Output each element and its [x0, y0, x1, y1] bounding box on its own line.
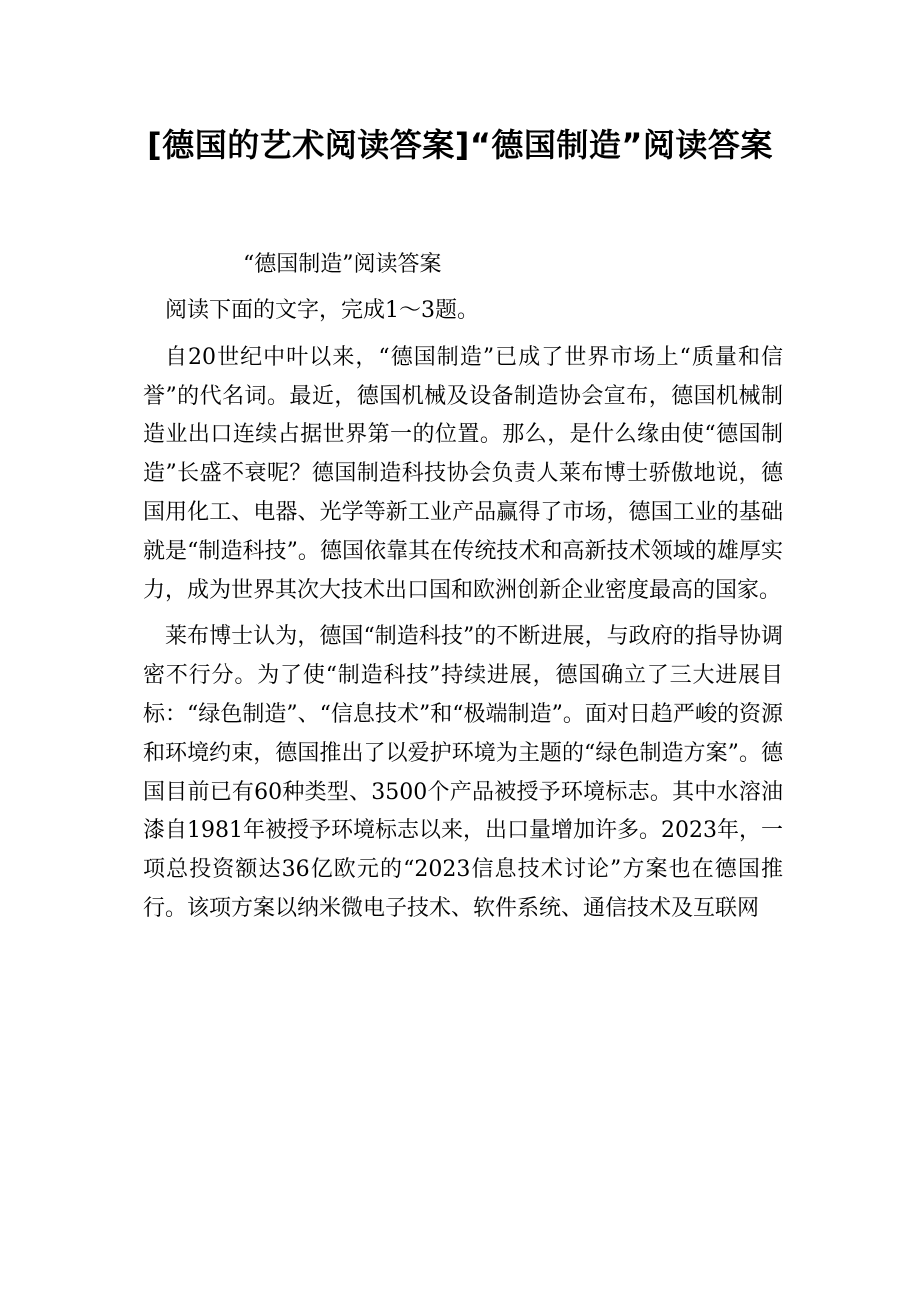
document-title: [德国的艺术阅读答案]“德国制造”阅读答案 — [147, 126, 773, 164]
document-subtitle: “德国制造”阅读答案 — [243, 252, 442, 277]
paragraph-2: 莱布博士认为，德国“制造科技”的不断进展，与政府的指导协调密不行分。为了使“制造科技”持续进展，德国确立了三大进展目标：“绿色制造”、“信息技术”和“极端制造”。面对日趋严峻的资源和环境约束，德国推出了以爱护环境为主题的“绿色制造方案”。德国目前已有60种类型、3500个产品被授予环境标志。其中水溶油漆自1981年被授予环境标志以来，出口量增加许多。2023年，一项总投资额达36亿欧元的“2023信息技术讨论”方案也在德国推行。该项方案以纳米微电子技术、软件系统、通信技术及互联网 — [143, 624, 783, 921]
instruction-line: 阅读下面的文字，完成1～3题。 — [165, 298, 479, 323]
document-body — [143, 292, 783, 929]
paragraph-1: 自20世纪中叶以来，“德国制造”已成了世界市场上“质量和信誉”的代名词。最近，德国机械及设备制造协会宣布，德国机械制造业出口连续占据世界第一的位置。那么，是什么缘由使“德国制造”长盛不衰呢？德国制造科技协会负责人莱布博士骄傲地说，德国用化工、电器、光学等新工业产品赢得了市场，德国工业的基础就是“制造科技”。德国依靠其在传统技术和高新技术领域的雄厚实力，成为世界其次大技术出口国和欧洲创新企业密度最高的国家。 — [143, 344, 783, 603]
